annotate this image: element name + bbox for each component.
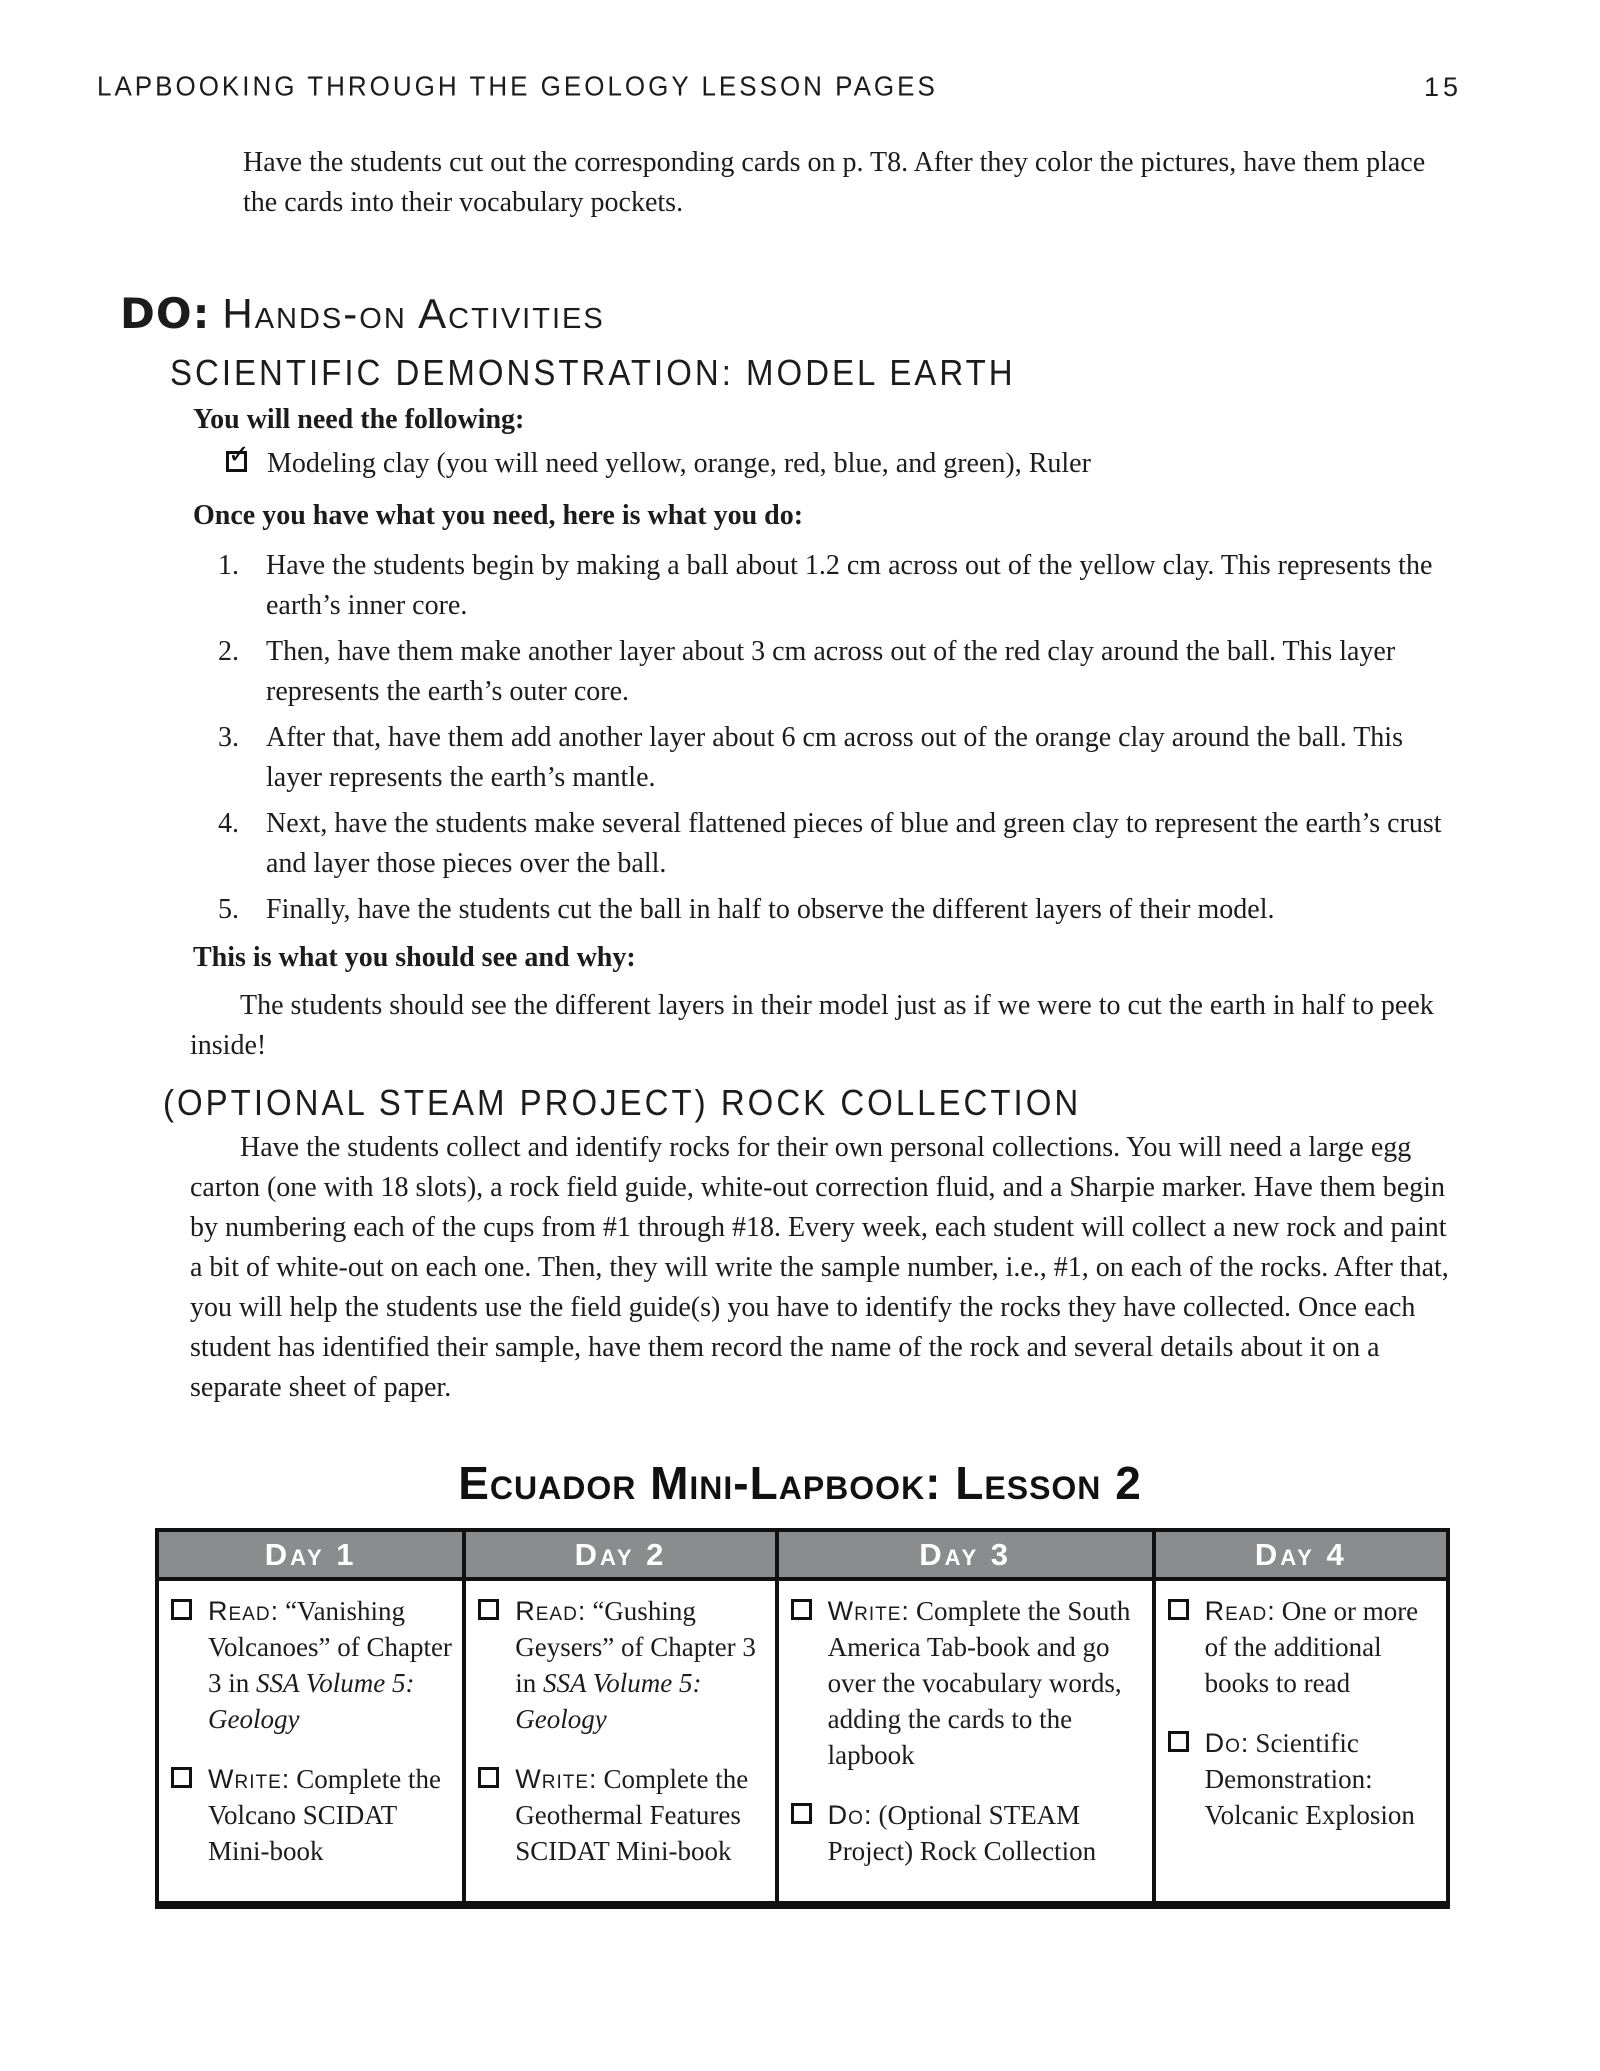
materials-item: [226, 440, 1460, 484]
lapbook-title: Ecuador Mini-Lapbook: Lesson 2: [458, 1457, 1142, 1509]
task-item: [791, 1593, 1142, 1773]
checkbox-icon[interactable]: [791, 1803, 812, 1824]
task-item: [171, 1761, 452, 1869]
step-number: 3.: [218, 722, 239, 753]
task-item: [1168, 1593, 1436, 1701]
day-4-header: Day 4: [1154, 1530, 1448, 1579]
steps-label: Once you have what you need, here is what you do:: [193, 500, 804, 531]
do-label: DO:: [120, 289, 211, 338]
task-item: [1168, 1725, 1436, 1833]
task-label: Write:: [208, 1764, 291, 1794]
task-label: Write:: [515, 1764, 598, 1794]
step-number: 4.: [218, 808, 239, 839]
step-item: [218, 890, 1460, 930]
step-number: 5.: [218, 894, 239, 925]
task-text-pre: Complete the Volcano SCIDAT Mini-book: [208, 1764, 441, 1866]
materials-label: You will need the following:: [193, 404, 525, 435]
page-number: 15: [1423, 72, 1462, 102]
task-item: [478, 1761, 764, 1869]
task-text: [828, 1593, 1142, 1773]
result-label: This is what you should see and why:: [193, 942, 636, 973]
task-text-pre: (Optional STEAM Project) Rock Collection: [827, 1800, 1097, 1866]
task-text-pre: Complete the South America Tab-book and go over the vocabulary words, adding the cards to the lapbook: [827, 1596, 1131, 1770]
task-text: [208, 1593, 452, 1737]
task-text: [1205, 1725, 1436, 1833]
checkbox-icon[interactable]: [791, 1599, 812, 1620]
checkbox-icon[interactable]: [171, 1599, 192, 1620]
step-text: After that, have them add another layer about 6 cm across out of the orange clay around the ball. This layer represents the earth’s mantle.: [266, 722, 1403, 793]
checkbox-icon[interactable]: [1168, 1599, 1189, 1620]
day-4-cell: [1154, 1579, 1448, 1905]
do-title: Hands-on Activities: [222, 290, 605, 337]
day-1-cell: [157, 1579, 464, 1905]
demo-heading: SCIENTIFIC DEMONSTRATION: MODEL EARTH: [170, 352, 1016, 393]
task-text-pre: “Gushing Geysers” of Chapter 3 in: [515, 1596, 756, 1698]
task-item: [791, 1797, 1142, 1869]
task-item: [478, 1593, 764, 1737]
demo-heading-row: [170, 352, 1600, 393]
task-label: Do:: [827, 1800, 873, 1830]
task-label: Read:: [208, 1596, 280, 1626]
task-text: [515, 1593, 764, 1737]
step-item: [218, 632, 1460, 712]
task-label: Do:: [1204, 1728, 1250, 1758]
table-header-row: [157, 1530, 1448, 1579]
day-2-cell: [464, 1579, 776, 1905]
task-label: Write:: [827, 1596, 910, 1626]
task-label: Read:: [1204, 1596, 1276, 1626]
step-text: Finally, have the students cut the ball in half to observe the different layers of their model.: [266, 894, 1275, 925]
checkbox-icon[interactable]: [478, 1599, 499, 1620]
lapbook-table: [155, 1528, 1450, 1909]
table-body-row: [157, 1579, 1448, 1905]
result-paragraph: The students should see the different layers in their model just as if we were to cut the earth in half to peek inside!: [190, 990, 1434, 1061]
step-text: Then, have them make another layer about 3 cm across out of the red clay around the ball. This layer represents the earth’s outer core.: [266, 636, 1396, 707]
book-title-italic: SSA Volume 5: Geology: [515, 1668, 702, 1734]
task-text-pre: “Vanishing Volcanoes” of Chapter 3 in: [208, 1596, 452, 1698]
day-3-header: Day 3: [777, 1530, 1154, 1579]
check-glyph: ✓: [228, 440, 250, 470]
step-number: 2.: [218, 636, 239, 667]
step-text: Next, have the students make several flattened pieces of blue and green clay to represent the earth’s crust and layer those pieces over the ball.: [266, 808, 1442, 879]
materials-text: Modeling clay (you will need yellow, orange, red, blue, and green), Ruler: [267, 448, 1091, 479]
day-3-cell: [777, 1579, 1154, 1905]
task-text-pre: One or more of the additional books to read: [1204, 1596, 1419, 1698]
step-number: 1.: [218, 550, 239, 581]
task-text: [515, 1761, 764, 1869]
do-heading: [120, 289, 1600, 338]
steam-heading: (OPTIONAL STEAM PROJECT) ROCK COLLECTION: [163, 1082, 1082, 1123]
checkbox-icon[interactable]: [478, 1767, 499, 1788]
task-text: [208, 1761, 452, 1869]
checkbox-checked-icon[interactable]: [226, 440, 250, 472]
step-text: Have the students begin by making a ball about 1.2 cm across out of the yellow clay. This represents the earth’s inner core.: [266, 550, 1433, 621]
task-text-pre: Scientific Demonstration: Volcanic Explosion: [1204, 1728, 1415, 1830]
step-item: [218, 546, 1460, 626]
intro-paragraph: Have the students cut out the corresponding cards on p. T8. After they color the pictures, have them place the cards into their vocabulary pockets.: [243, 147, 1426, 218]
running-head: LAPBOOKING THROUGH THE GEOLOGY LESSON PAGES: [97, 69, 938, 102]
book-title-italic: SSA Volume 5: Geology: [208, 1668, 415, 1734]
day-2-header: Day 2: [464, 1530, 776, 1579]
task-text-pre: Complete the Geothermal Features SCIDAT Mini-book: [515, 1764, 749, 1866]
task-text: [1205, 1593, 1436, 1701]
step-item: [218, 718, 1460, 798]
page-header: [0, 0, 1600, 103]
checkbox-icon[interactable]: [1168, 1731, 1189, 1752]
checkbox-icon[interactable]: [171, 1767, 192, 1788]
day-1-header: Day 1: [157, 1530, 464, 1579]
step-item: [218, 804, 1460, 884]
task-text: [828, 1797, 1142, 1869]
steam-heading-row: [163, 1082, 1600, 1123]
task-label: Read:: [515, 1596, 587, 1626]
steam-paragraph: Have the students collect and identify rocks for their own personal collections. You will need a large egg carton (one with 18 slots), a rock field guide, white-out correction fluid, and a Sharpie marker. Have them begin by numbering each of the cups from #1 through #18. Every week, each student will collect a new rock and paint a bit of white-out on each one. Then, they will write the sample number, i.e., #1, on each of the rocks. After that, you will help the students use the field guide(s) you have to identify the rocks they have collected. Once each student has identified their sample, have them record the name of the rock and several details about it on a separate sheet of paper.: [190, 1132, 1449, 1403]
task-item: [171, 1593, 452, 1737]
steps-list: [218, 546, 1460, 930]
